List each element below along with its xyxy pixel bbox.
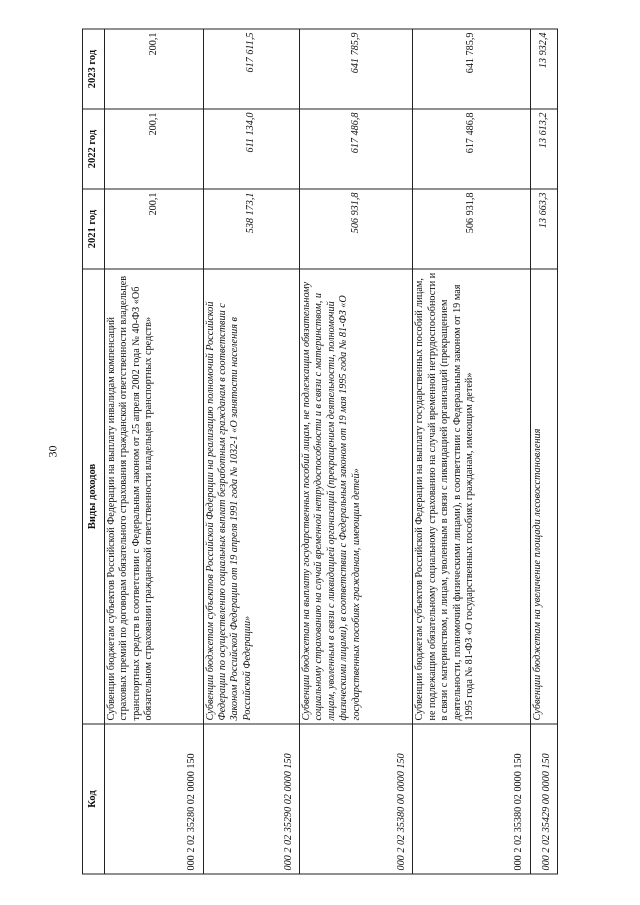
row-value-2022: 617 486,8	[413, 109, 530, 189]
row-code: 000 2 02 35290 02 0000 150	[203, 724, 299, 874]
row-value-2023: 641 785,9	[413, 29, 530, 109]
table-header-row	[83, 29, 105, 874]
row-value-2023: 641 785,9	[300, 29, 413, 109]
row-code: 000 2 02 35429 00 0000 150	[530, 724, 557, 874]
table-row	[530, 29, 557, 874]
row-description: Субвенции бюджетам на выплату государственных пособий лицам, не подлежащим обязательному социальному страхованию на случай временной нетрудоспособности и в связи с материнством, и лицам, уволенным в связи с ликвидацией организаций (прекращением деятельности, полномочий физическими лицами), в соответствии с Федеральным законом от 19 мая 1995 года № 81-ФЗ «О государственных пособиях гражданам, имеющим детей»	[300, 269, 413, 724]
header-code: Код	[83, 724, 105, 874]
header-2023: 2023 год	[83, 29, 105, 109]
table-row	[300, 29, 413, 874]
table-row	[105, 29, 204, 874]
revenue-table	[82, 29, 558, 875]
row-description: Субвенции бюджетам субъектов Российской Федерации на выплату государственных пособий лицам, не подлежащим обязательному социальному страхованию на случай временной нетрудоспособности и в связи с материнством, и лицам, уволенным в связи с ликвидацией организаций (прекращением деятельности, полномочий физическими лицами), в соответствии с Федеральным законом от 19 мая 1995 года № 81-ФЗ «О государственных пособиях гражданам, имеющим детей»	[413, 269, 530, 724]
row-code: 000 2 02 35280 02 0000 150	[105, 724, 204, 874]
row-description: Субвенции бюджетам на увеличение площади лесовосстановления	[530, 269, 557, 724]
row-code: 000 2 02 35380 00 0000 150	[300, 724, 413, 874]
header-2022: 2022 год	[83, 109, 105, 189]
row-description: Субвенции бюджетам субъектов Российской Федерации на реализацию полномочий Российской Федерации по осуществлению социальных выплат безработным гражданам в соответствии с Законом Российской Федерации от 19 апреля 1991 года № 1032-1 «О занятости населения в Российской Федерации»	[203, 269, 299, 724]
row-value-2022: 611 134,0	[203, 109, 299, 189]
row-value-2021: 506 931,8	[300, 189, 413, 269]
row-code: 000 2 02 35380 02 0000 150	[413, 724, 530, 874]
row-value-2022: 13 613,2	[530, 109, 557, 189]
header-revenue-type: Виды доходов	[83, 269, 105, 724]
row-value-2021: 506 931,8	[413, 189, 530, 269]
row-value-2023: 617 611,5	[203, 29, 299, 109]
table-row	[413, 29, 530, 874]
row-description: Субвенции бюджетам субъектов Российской Федерации на выплату инвалидам компенсаций страховых премий по договорам обязательного страхования гражданской ответственности владельцев транспортных средств в соответствии с Федеральным законом от 25 апреля 2002 года № 40-ФЗ «Об обязательном страховании гражданской ответственности владельцев транспортных средств»	[105, 269, 204, 724]
row-value-2023: 200,1	[105, 29, 204, 109]
row-value-2021: 538 173,1	[203, 189, 299, 269]
page-number: 30	[45, 445, 60, 458]
row-value-2022: 200,1	[105, 109, 204, 189]
row-value-2022: 617 486,8	[300, 109, 413, 189]
row-value-2021: 200,1	[105, 189, 204, 269]
table-row	[203, 29, 299, 874]
header-2021: 2021 год	[83, 189, 105, 269]
row-value-2023: 13 932,4	[530, 29, 557, 109]
row-value-2021: 13 663,3	[530, 189, 557, 269]
rotated-table-container	[82, 30, 558, 875]
